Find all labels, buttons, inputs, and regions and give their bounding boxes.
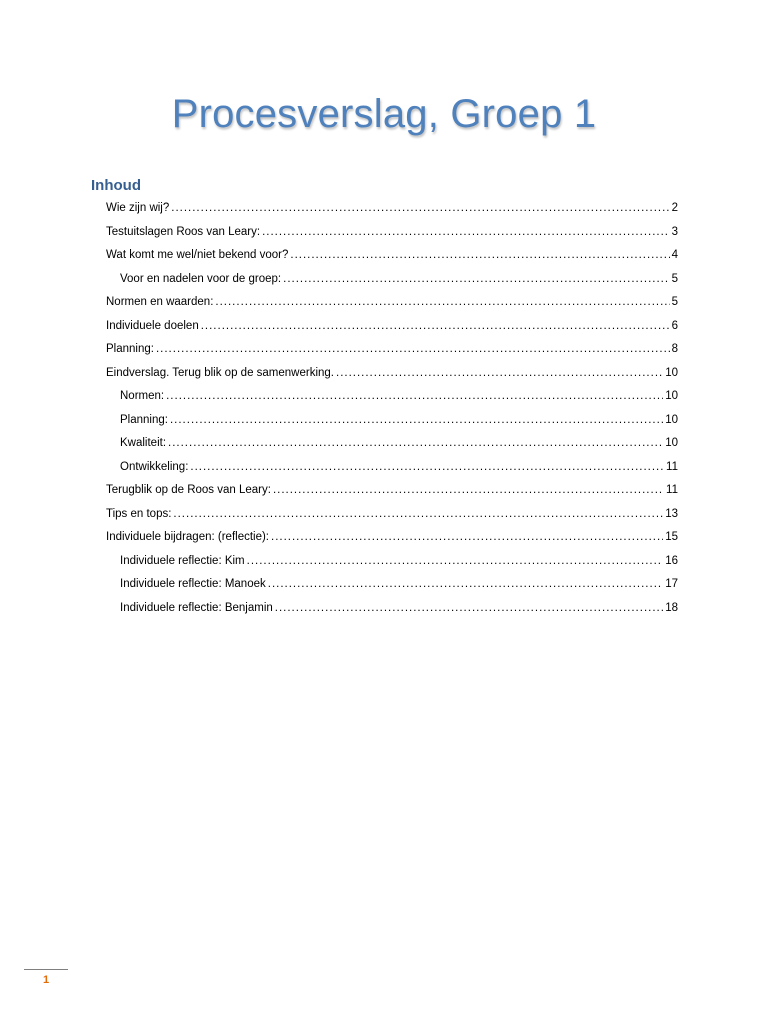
toc-subentry[interactable] <box>106 411 678 435</box>
toc-leader-dots <box>156 340 670 358</box>
toc-leader-dots <box>215 293 669 311</box>
toc-entry-page: 10 <box>665 437 678 449</box>
toc-subentry[interactable] <box>106 387 678 411</box>
toc-entry[interactable] <box>106 340 678 364</box>
toc-entry-label: Individuele doelen <box>106 319 199 332</box>
document-title: Procesverslag, Groep 1 <box>171 92 597 136</box>
toc-entry-label: Individuele reflectie: Kim <box>120 554 245 567</box>
toc-subentry[interactable] <box>106 552 678 576</box>
toc-leader-dots <box>271 528 663 546</box>
toc-entry-page: 10 <box>665 366 678 379</box>
toc-entry-label: Terugblik op de Roos van Leary: <box>106 484 271 496</box>
toc-entry-page: 11 <box>666 484 678 496</box>
footer-divider <box>24 969 68 970</box>
toc-entry-label: Individuele reflectie: Manoek <box>120 578 266 590</box>
toc-leader-dots <box>247 552 664 570</box>
toc-entry[interactable] <box>106 199 678 223</box>
toc-entry-page: 3 <box>671 225 678 238</box>
toc-entry-label: Eindverslag. Terug blik op de samenwerking. <box>106 366 334 379</box>
toc-leader-dots <box>173 505 663 523</box>
toc-entry[interactable] <box>106 223 678 247</box>
toc-entry[interactable] <box>106 293 678 317</box>
toc-entry[interactable] <box>106 317 678 341</box>
toc-leader-dots <box>168 434 663 452</box>
toc-entry-page: 8 <box>671 343 678 355</box>
toc-entry-label: Wat komt me wel/niet bekend voor? <box>106 249 289 261</box>
toc-entry-page: 2 <box>671 202 678 214</box>
toc-leader-dots <box>273 481 664 499</box>
toc-entry-label: Ontwikkeling: <box>120 460 189 473</box>
toc-leader-dots <box>290 246 669 264</box>
toc-entry[interactable] <box>106 246 678 270</box>
toc-entry-page: 6 <box>671 319 678 332</box>
toc-entry-page: 10 <box>665 390 678 402</box>
toc-heading: Inhoud <box>91 177 141 194</box>
page-number: 1 <box>42 974 50 986</box>
toc-entry-page: 13 <box>665 507 678 520</box>
toc-entry-label: Individuele bijdragen: (reflectie): <box>106 531 270 543</box>
toc-entry-page: 4 <box>671 249 678 261</box>
toc-entry-page: 15 <box>665 531 678 543</box>
toc-entry[interactable] <box>106 505 678 529</box>
toc-entry-label: Planning: <box>106 343 154 355</box>
table-of-contents <box>106 199 678 622</box>
toc-entry-page: 5 <box>671 272 678 285</box>
toc-entry-page: 16 <box>665 554 678 567</box>
toc-leader-dots <box>166 387 663 405</box>
toc-entry-page: 10 <box>665 413 678 426</box>
toc-entry-page: 11 <box>666 460 678 473</box>
toc-entry-label: Wie zijn wij? <box>106 202 170 214</box>
toc-entry-label: Voor en nadelen voor de groep: <box>120 272 282 285</box>
toc-entry[interactable] <box>106 481 678 505</box>
toc-entry-page: 17 <box>665 578 678 590</box>
toc-leader-dots <box>170 411 663 429</box>
toc-leader-dots <box>275 599 663 617</box>
toc-subentry[interactable] <box>106 575 678 599</box>
toc-entry-label: Tips en tops: <box>106 507 172 520</box>
toc-entry-label: Planning: <box>120 413 168 426</box>
toc-subentry[interactable] <box>106 599 678 623</box>
toc-subentry[interactable] <box>106 270 678 294</box>
toc-subentry[interactable] <box>106 434 678 458</box>
toc-leader-dots <box>336 364 663 382</box>
toc-entry-label: Testuitslagen Roos van Leary: <box>106 225 261 238</box>
toc-leader-dots <box>171 199 669 217</box>
toc-leader-dots <box>201 317 670 335</box>
toc-entry-label: Normen en waarden: <box>106 296 214 308</box>
toc-leader-dots <box>190 458 664 476</box>
toc-entry-label: Kwaliteit: <box>120 437 167 449</box>
toc-leader-dots <box>262 223 670 241</box>
toc-entry-label: Individuele reflectie: Benjamin <box>120 601 273 614</box>
toc-entry-page: 5 <box>671 296 678 308</box>
toc-entry-page: 18 <box>665 601 678 614</box>
toc-subentry[interactable] <box>106 458 678 482</box>
toc-leader-dots <box>268 575 663 593</box>
toc-entry-label: Normen: <box>120 390 165 402</box>
toc-leader-dots <box>283 270 669 288</box>
toc-entry[interactable] <box>106 364 678 388</box>
toc-entry[interactable] <box>106 528 678 552</box>
